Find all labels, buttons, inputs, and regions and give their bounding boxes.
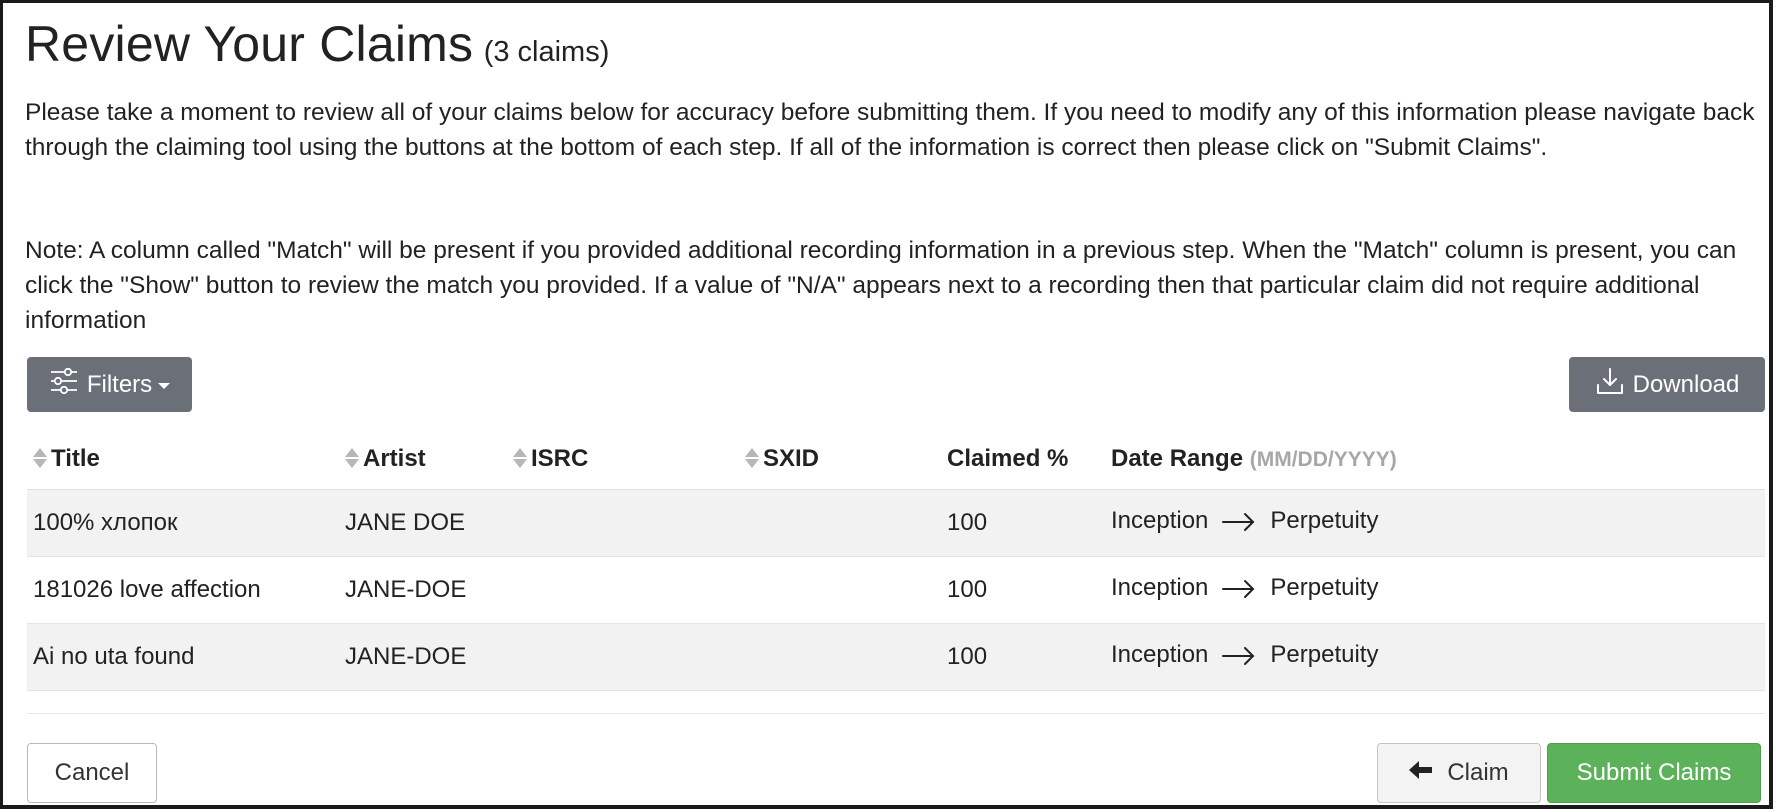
cell-claimed: 100 <box>941 624 1105 691</box>
date-format-hint: (MM/DD/YYYY) <box>1249 448 1397 471</box>
date-start: Inception <box>1111 574 1209 601</box>
sort-icon <box>345 447 359 469</box>
cell-title: Ai no uta found <box>27 624 339 691</box>
column-header-title[interactable]: Title <box>27 429 339 490</box>
cancel-label: Cancel <box>54 759 130 786</box>
cell-artist: JANE DOE <box>339 490 507 557</box>
cell-isrc <box>507 624 739 691</box>
arrow-right-icon <box>1222 511 1256 539</box>
arrow-left-icon <box>1409 759 1433 787</box>
cell-sxid <box>739 624 941 691</box>
cell-title: 100% хлопок <box>27 490 339 557</box>
submit-claims-button[interactable] <box>1547 743 1761 803</box>
cell-isrc <box>507 557 739 624</box>
cell-claimed: 100 <box>941 490 1105 557</box>
cancel-button[interactable] <box>27 743 157 803</box>
column-header-isrc[interactable]: ISRC <box>507 429 739 490</box>
cell-date-range <box>1105 624 1765 691</box>
intro-text: Please take a moment to review all of your claims below for accuracy before submitting them. If you need to modify any of this information please navigate back through the claiming tool using the buttons at the bottom of each step. If all of the information is correct then please click on "Submit Claims". <box>25 99 1755 161</box>
cell-isrc <box>507 490 739 557</box>
table-row <box>27 624 1765 691</box>
claim-label: Claim <box>1447 759 1509 786</box>
column-header-date-range: Date Range (MM/DD/YYYY) <box>1105 429 1765 490</box>
filters-label: Filters <box>86 370 153 398</box>
submit-label: Submit Claims <box>1576 759 1732 786</box>
claims-count: (3 claims) <box>483 36 610 68</box>
chevron-down-icon <box>158 383 170 389</box>
date-start: Inception <box>1111 641 1209 668</box>
page-title: Review Your Claims <box>25 16 474 72</box>
arrow-right-icon <box>1222 645 1256 673</box>
column-header-claimed: Claimed % <box>941 429 1105 490</box>
filters-button[interactable] <box>27 357 192 412</box>
date-start: Inception <box>1111 507 1209 534</box>
download-icon <box>1595 366 1625 403</box>
cell-date-range <box>1105 557 1765 624</box>
column-header-artist[interactable]: Artist <box>339 429 507 490</box>
table-header-row <box>27 429 1765 490</box>
cell-title: 181026 love affection <box>27 557 339 624</box>
page-header <box>25 15 609 73</box>
cell-artist: JANE-DOE <box>339 557 507 624</box>
cell-sxid <box>739 490 941 557</box>
sort-icon <box>513 447 527 469</box>
cell-sxid <box>739 557 941 624</box>
claims-table <box>27 429 1765 691</box>
note-text: Note: A column called "Match" will be present if you provided additional recording information in a previous step. When the "Match" column is present, you can click the "Show" button to review the match you provided. If a value of "N/A" appears next to a recording then that particular claim did not require additional information <box>25 237 1737 334</box>
date-end: Perpetuity <box>1270 574 1379 601</box>
back-to-claim-button[interactable] <box>1377 743 1541 803</box>
table-row <box>27 557 1765 624</box>
footer-divider <box>27 713 1765 714</box>
arrow-right-icon <box>1222 578 1256 606</box>
sort-icon <box>745 447 759 469</box>
cell-claimed: 100 <box>941 557 1105 624</box>
date-end: Perpetuity <box>1270 641 1379 668</box>
cell-date-range <box>1105 490 1765 557</box>
sort-icon <box>33 447 47 469</box>
column-header-sxid[interactable]: SXID <box>739 429 941 490</box>
download-label: Download <box>1632 370 1740 398</box>
sliders-icon <box>49 367 79 402</box>
download-button[interactable] <box>1569 357 1765 412</box>
cell-artist: JANE-DOE <box>339 624 507 691</box>
date-end: Perpetuity <box>1270 507 1379 534</box>
table-row <box>27 490 1765 557</box>
